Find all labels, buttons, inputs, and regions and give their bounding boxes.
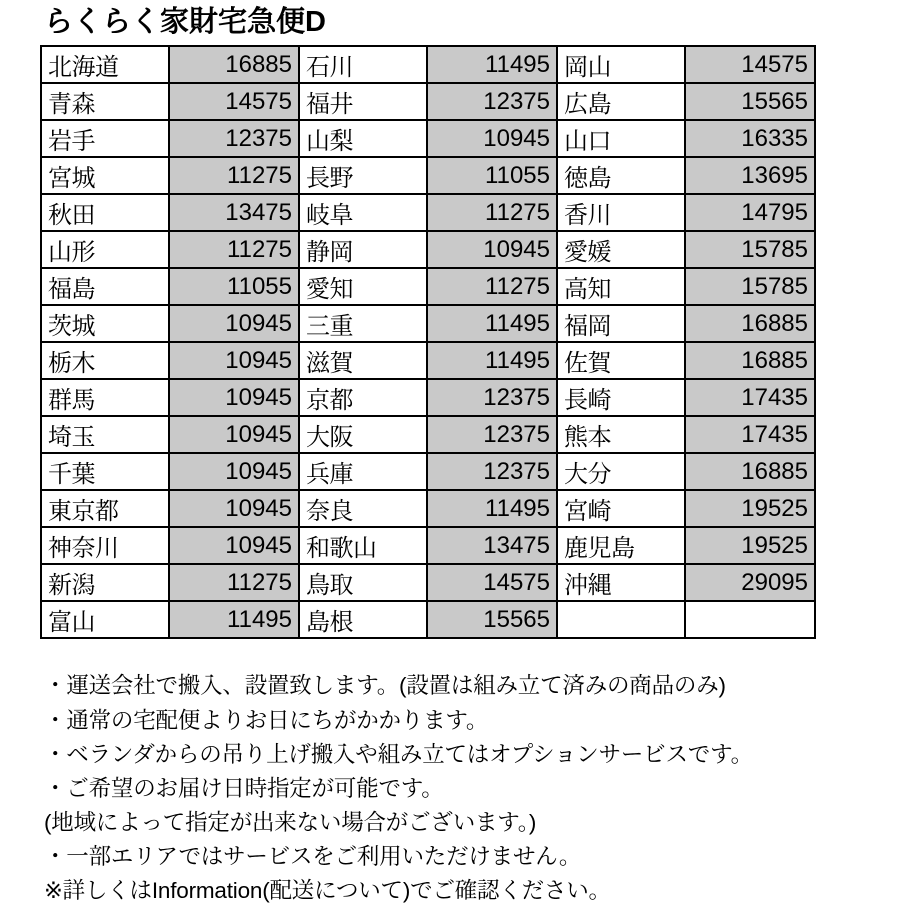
table-row bbox=[41, 564, 815, 601]
prefecture-price: 11275 bbox=[169, 231, 299, 268]
prefecture-price: 10945 bbox=[169, 416, 299, 453]
prefecture-name: 石川 bbox=[299, 46, 427, 83]
prefecture-name: 福井 bbox=[299, 83, 427, 120]
prefecture-name: 山梨 bbox=[299, 120, 427, 157]
table-row bbox=[41, 46, 815, 83]
prefecture-price: 11495 bbox=[427, 342, 557, 379]
shipping-fee-table bbox=[40, 45, 816, 639]
prefecture-price: 12375 bbox=[427, 379, 557, 416]
prefecture-price: 14575 bbox=[427, 564, 557, 601]
table-row bbox=[41, 342, 815, 379]
prefecture-name: 山形 bbox=[41, 231, 169, 268]
table-row bbox=[41, 120, 815, 157]
prefecture-name: 京都 bbox=[299, 379, 427, 416]
notes-list bbox=[44, 669, 900, 908]
prefecture-name: 和歌山 bbox=[299, 527, 427, 564]
prefecture-name: 埼玉 bbox=[41, 416, 169, 453]
prefecture-name: 徳島 bbox=[557, 157, 685, 194]
prefecture-name: 沖縄 bbox=[557, 564, 685, 601]
table-row bbox=[41, 231, 815, 268]
prefecture-name: 富山 bbox=[41, 601, 169, 638]
prefecture-price: 12375 bbox=[427, 416, 557, 453]
table-row bbox=[41, 157, 815, 194]
note-item: ・通常の宅配便よりお日にちがかかります。 bbox=[44, 707, 489, 733]
prefecture-price: 14795 bbox=[685, 194, 815, 231]
table-row bbox=[41, 416, 815, 453]
prefecture-price: 16885 bbox=[685, 305, 815, 342]
prefecture-price: 17435 bbox=[685, 379, 815, 416]
table-row bbox=[41, 601, 815, 638]
prefecture-price: 10945 bbox=[427, 231, 557, 268]
table-row bbox=[41, 453, 815, 490]
prefecture-price: 16335 bbox=[685, 120, 815, 157]
prefecture-price: 10945 bbox=[169, 379, 299, 416]
prefecture-price: 17435 bbox=[685, 416, 815, 453]
prefecture-price: 16885 bbox=[685, 453, 815, 490]
prefecture-price: 15785 bbox=[685, 268, 815, 305]
prefecture-price: 11495 bbox=[427, 305, 557, 342]
table-row bbox=[41, 268, 815, 305]
prefecture-name: 茨城 bbox=[41, 305, 169, 342]
prefecture-name: 大分 bbox=[557, 453, 685, 490]
empty-cell bbox=[557, 601, 685, 638]
note-item: ※詳しくはInformation(配送について)でご確認ください。 bbox=[44, 878, 611, 904]
prefecture-name: 滋賀 bbox=[299, 342, 427, 379]
prefecture-name: 静岡 bbox=[299, 231, 427, 268]
prefecture-name: 千葉 bbox=[41, 453, 169, 490]
prefecture-price: 14575 bbox=[685, 46, 815, 83]
prefecture-price: 10945 bbox=[169, 305, 299, 342]
prefecture-price: 11495 bbox=[169, 601, 299, 638]
prefecture-price: 19525 bbox=[685, 527, 815, 564]
prefecture-price: 11275 bbox=[427, 194, 557, 231]
prefecture-price: 10945 bbox=[427, 120, 557, 157]
prefecture-name: 新潟 bbox=[41, 564, 169, 601]
prefecture-name: 宮城 bbox=[41, 157, 169, 194]
prefecture-name: 香川 bbox=[557, 194, 685, 231]
prefecture-price: 15565 bbox=[427, 601, 557, 638]
table-row bbox=[41, 490, 815, 527]
prefecture-price: 15785 bbox=[685, 231, 815, 268]
prefecture-name: 青森 bbox=[41, 83, 169, 120]
prefecture-name: 秋田 bbox=[41, 194, 169, 231]
prefecture-price: 11495 bbox=[427, 490, 557, 527]
prefecture-name: 東京都 bbox=[41, 490, 169, 527]
prefecture-name: 宮崎 bbox=[557, 490, 685, 527]
prefecture-name: 奈良 bbox=[299, 490, 427, 527]
prefecture-name: 鳥取 bbox=[299, 564, 427, 601]
prefecture-price: 13695 bbox=[685, 157, 815, 194]
fee-table-body bbox=[41, 46, 815, 638]
prefecture-name: 鹿児島 bbox=[557, 527, 685, 564]
shipping-fee-document bbox=[0, 6, 900, 904]
prefecture-price: 12375 bbox=[427, 83, 557, 120]
prefecture-price: 12375 bbox=[169, 120, 299, 157]
page-title: らくらく家財宅急便D bbox=[44, 6, 326, 38]
prefecture-price: 13475 bbox=[169, 194, 299, 231]
prefecture-price: 10945 bbox=[169, 490, 299, 527]
prefecture-name: 岡山 bbox=[557, 46, 685, 83]
prefecture-price: 29095 bbox=[685, 564, 815, 601]
note-item: ・ベランダからの吊り上げ搬入や組み立てはオプションサービスです。 bbox=[44, 741, 753, 767]
prefecture-price: 12375 bbox=[427, 453, 557, 490]
prefecture-price: 10945 bbox=[169, 342, 299, 379]
note-item: ・運送会社で搬入、設置致します。(設置は組み立て済みの商品のみ) bbox=[44, 673, 726, 699]
prefecture-price: 19525 bbox=[685, 490, 815, 527]
prefecture-name: 長崎 bbox=[557, 379, 685, 416]
prefecture-name: 熊本 bbox=[557, 416, 685, 453]
table-row bbox=[41, 83, 815, 120]
prefecture-price: 16885 bbox=[685, 342, 815, 379]
prefecture-name: 福島 bbox=[41, 268, 169, 305]
prefecture-name: 岩手 bbox=[41, 120, 169, 157]
table-row bbox=[41, 379, 815, 416]
prefecture-name: 大阪 bbox=[299, 416, 427, 453]
table-row bbox=[41, 194, 815, 231]
prefecture-name: 兵庫 bbox=[299, 453, 427, 490]
prefecture-name: 栃木 bbox=[41, 342, 169, 379]
prefecture-price: 11275 bbox=[169, 157, 299, 194]
prefecture-price: 11275 bbox=[427, 268, 557, 305]
prefecture-price: 11275 bbox=[169, 564, 299, 601]
prefecture-name: 広島 bbox=[557, 83, 685, 120]
prefecture-price: 16885 bbox=[169, 46, 299, 83]
prefecture-price: 14575 bbox=[169, 83, 299, 120]
prefecture-name: 長野 bbox=[299, 157, 427, 194]
prefecture-name: 愛媛 bbox=[557, 231, 685, 268]
empty-cell bbox=[685, 601, 815, 638]
prefecture-name: 高知 bbox=[557, 268, 685, 305]
note-item: ・ご希望のお届け日時指定が可能です。 bbox=[44, 775, 444, 801]
prefecture-name: 北海道 bbox=[41, 46, 169, 83]
prefecture-price: 10945 bbox=[169, 453, 299, 490]
prefecture-name: 群馬 bbox=[41, 379, 169, 416]
prefecture-price: 15565 bbox=[685, 83, 815, 120]
note-item: ・一部エリアではサービスをご利用いただけません。 bbox=[44, 844, 582, 870]
prefecture-name: 三重 bbox=[299, 305, 427, 342]
prefecture-price: 13475 bbox=[427, 527, 557, 564]
prefecture-price: 11495 bbox=[427, 46, 557, 83]
prefecture-price: 11055 bbox=[427, 157, 557, 194]
table-row bbox=[41, 305, 815, 342]
prefecture-name: 山口 bbox=[557, 120, 685, 157]
prefecture-name: 佐賀 bbox=[557, 342, 685, 379]
prefecture-name: 岐阜 bbox=[299, 194, 427, 231]
prefecture-name: 愛知 bbox=[299, 268, 427, 305]
fee-table-container bbox=[40, 45, 812, 639]
prefecture-name: 福岡 bbox=[557, 305, 685, 342]
prefecture-price: 11055 bbox=[169, 268, 299, 305]
note-item: (地域によって指定が出来ない場合がございます。) bbox=[44, 810, 537, 836]
prefecture-price: 10945 bbox=[169, 527, 299, 564]
prefecture-name: 神奈川 bbox=[41, 527, 169, 564]
table-row bbox=[41, 527, 815, 564]
prefecture-name: 島根 bbox=[299, 601, 427, 638]
